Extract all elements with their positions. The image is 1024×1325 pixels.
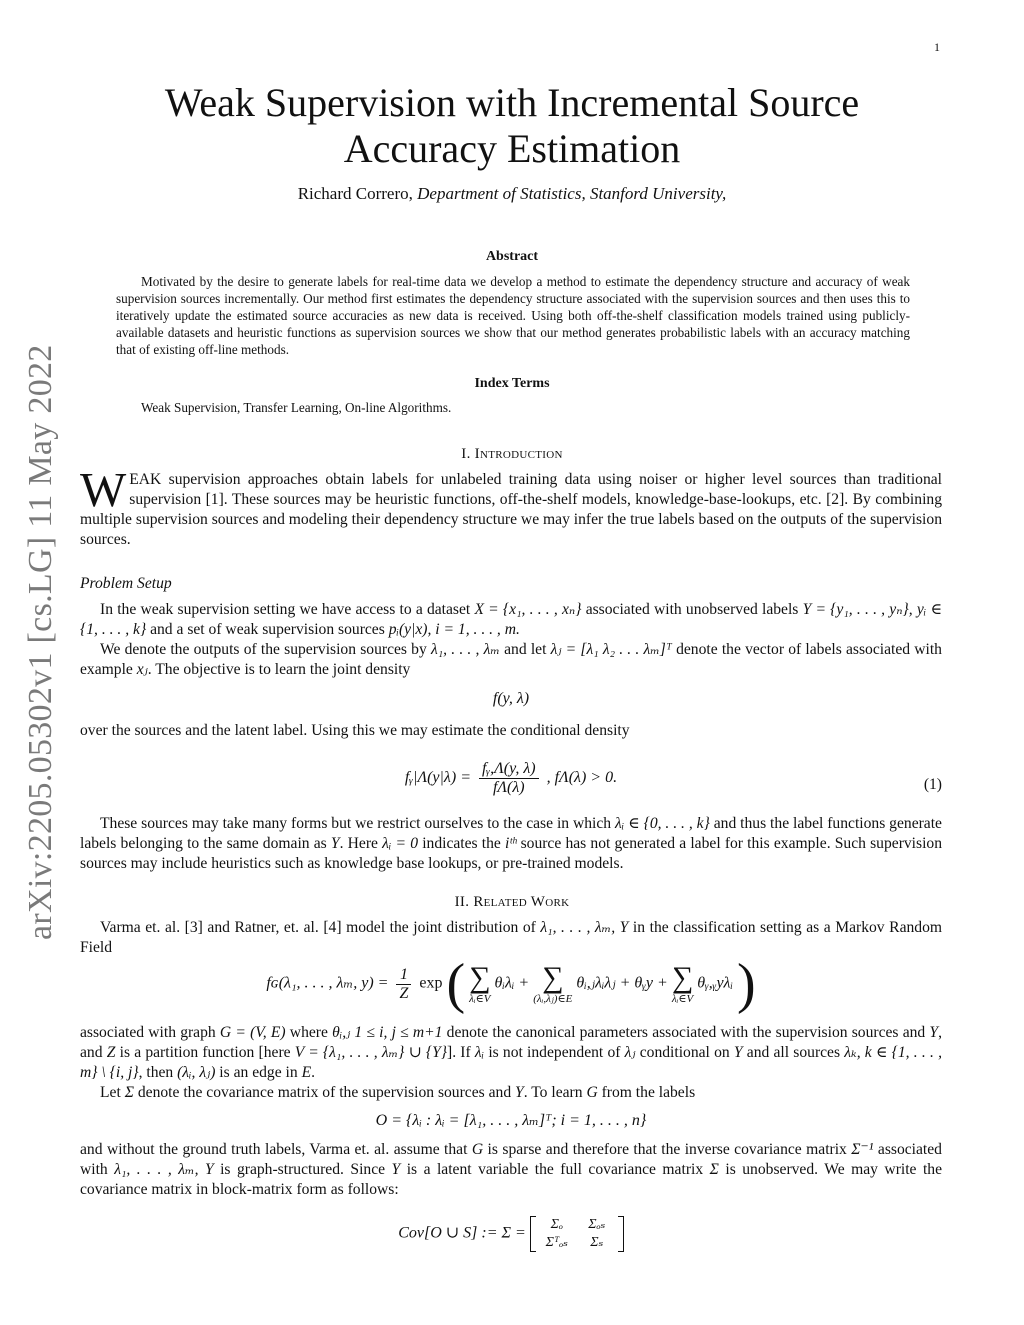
math-inline: Y <box>733 1044 743 1061</box>
matrix-cell: Σₛ <box>590 1235 604 1250</box>
mrf-term-3: θᵧ,ᵧyλᵢ <box>697 974 733 992</box>
math-inline: λₖ, k ∈ {1, . . . , m} \ {i, j} <box>80 1044 942 1081</box>
equation-covariance <box>80 1216 942 1252</box>
text-run: conditional on <box>635 1044 734 1061</box>
matrix-cell: Σₒₛ <box>588 1217 606 1232</box>
text-run: and without the ground truth labels, Varma et. al. assume that <box>80 1141 472 1158</box>
index-terms-text: Weak Supervision, Transfer Learning, On-line Algorithms. <box>141 400 452 415</box>
setup-paragraph-2 <box>80 640 942 680</box>
equation-1 <box>80 760 942 797</box>
mrf-fraction <box>396 966 411 1003</box>
math-inline: λᵢ = 0 <box>382 835 419 852</box>
covariance-matrix <box>530 1216 624 1252</box>
text-run: associated with unobserved labels <box>581 601 803 618</box>
sum-2 <box>533 960 573 1005</box>
arxiv-stamp: arXiv:2205.05302v1 [cs.LG] 11 May 2022 <box>22 344 59 940</box>
mrf-exp: exp <box>419 974 443 992</box>
text-run: . The objective is to learn the joint density <box>147 661 411 678</box>
equation-observations: O = {λᵢ : λᵢ = [λ₁, . . . , λₘ]ᵀ; i = 1, . . . , n} <box>375 1112 647 1129</box>
math-inline: Σ <box>124 1084 134 1101</box>
math-inline: θᵢ,ⱼ 1 ≤ i, j ≤ m+1 <box>332 1024 443 1041</box>
abstract-text: Motivated by the desire to generate labels for real-time data we develop a method to estimate the dependency structure and accuracy of weak supervision sources incrementally. Our method first estimates the dependency structure associated with the supervision sources and then uses this to iteratively update the estimated source accuracies as new data is received. Using both off-the-shelf classification models trained using publicly-available datasets and heuristic functions as supervision sources we show that our method generates probabilistic labels with an accuracy matching that of existing off-line methods. <box>116 274 910 357</box>
text-run: source has not generated a label for this example. Such supervision sources may include heuristics such as knowledge base lookups, or pre-trained models. <box>80 835 943 872</box>
text-run: denote the vector of labels associated with example <box>80 641 942 678</box>
setup-paragraph-3: over the sources and the latent label. Using this we may estimate the conditional density <box>80 722 630 739</box>
sigma-symbol: ∑ <box>671 960 694 994</box>
drop-cap: W <box>80 462 127 517</box>
math-inline: Y <box>391 1161 401 1178</box>
text-run: Let <box>100 1084 125 1101</box>
equation-joint-density: f(y, λ) <box>492 690 530 707</box>
text-run: and thus the label functions generate labels belonging to the same domain as <box>80 815 942 852</box>
eq1-lhs: fᵧ|Λ(y|λ) = <box>404 769 471 787</box>
mrf-lhs: fɢ(λ₁, . . . , λₘ, y) = <box>266 974 389 992</box>
text-run: is sparse and therefore that the inverse covariance matrix <box>483 1141 852 1158</box>
text-run: and let <box>499 641 551 658</box>
title-line-2: Accuracy Estimation <box>343 126 681 171</box>
text-run: , then <box>138 1064 178 1081</box>
math-inline: Y <box>515 1084 524 1101</box>
equation-mrf <box>80 952 942 1016</box>
math-inline: λ₁, . . . , λₘ, Y <box>114 1161 214 1178</box>
matrix-cell: Σᵀₒₛ <box>545 1235 569 1250</box>
math-inline: G <box>586 1084 598 1101</box>
math-inline: X = {x₁, . . . , xₙ} <box>474 601 582 618</box>
math-inline: Y = {y₁, . . . , yₙ}, yᵢ ∈ {1, . . . , k} <box>80 601 942 638</box>
math-inline: Z <box>106 1044 116 1061</box>
intro-text: EAK supervision approaches obtain labels for unlabeled training data using noiser or higher level sources than traditional supervision [1]. These sources may be heuristic functions, off-the-shelf models, knowledge-base-lookups, etc. [2]. By combining multiple supervision sources and modeling their dependency structure we may infer the true labels based on the outputs of the supervision sources. <box>80 471 942 548</box>
math-inline: λⱼ <box>624 1044 636 1061</box>
text-run: , and <box>80 1024 942 1061</box>
equation-number-1: (1) <box>923 776 942 793</box>
related-work-paragraph-2 <box>80 1023 942 1083</box>
sum-3-subscript: λᵢ∈V <box>671 992 694 1005</box>
text-run: We denote the outputs of the supervision sources by <box>100 641 431 658</box>
related-work-paragraph-4 <box>80 1140 942 1200</box>
intro-paragraph <box>80 462 942 550</box>
related-work-paragraph-3 <box>80 1083 942 1103</box>
sum-3 <box>671 960 694 1005</box>
setup-paragraph-4 <box>80 814 942 874</box>
math-inline: G <box>471 1141 484 1158</box>
math-inline: λ₁, . . . , λₘ, Y <box>540 919 629 936</box>
mrf-fraction-den: Z <box>399 984 409 1002</box>
text-run: ]. If <box>447 1044 475 1061</box>
matrix-cell: Σₒ <box>550 1217 563 1232</box>
sum-2-subscript: (λᵢ,λⱼ)∈E <box>533 992 573 1005</box>
matrix-row-1 <box>537 1216 617 1234</box>
subsection-heading-problem-setup: Problem Setup <box>80 575 172 592</box>
math-inline: λᵢ ∈ {0, . . . , k} <box>615 815 710 832</box>
text-run: associated with graph <box>80 1024 220 1041</box>
text-run: is a partition function [here <box>115 1044 295 1061</box>
math-inline: λⱼ = [λ₁ λ₂ . . . λₘ]ᵀ <box>550 641 672 658</box>
text-run: is a latent variable the full covariance matrix <box>400 1161 710 1178</box>
math-inline: V = {λ₁, . . . , λₘ} ∪ {Y} <box>294 1044 447 1061</box>
text-run: Varma et. al. [3] and Ratner, et. al. [4] model the joint distribution of <box>100 919 541 936</box>
right-paren: ) <box>737 953 756 1015</box>
eq1-rhs: , fΛ(λ) > 0. <box>546 769 618 787</box>
math-inline: Σ⁻¹ <box>851 1141 874 1158</box>
text-run: indicates the <box>418 835 506 852</box>
text-run: in the classification setting as a Markov Random Field <box>80 919 943 956</box>
text-run: denote the canonical parameters associated with the supervision sources and <box>442 1024 930 1041</box>
eq1-numerator: fᵧ,Λ(y, λ) <box>479 760 539 779</box>
mrf-fraction-num: 1 <box>396 966 411 985</box>
sum-1 <box>469 960 491 1005</box>
math-inline: λ₁, . . . , λₘ <box>430 641 500 658</box>
text-run: . To learn <box>523 1084 587 1101</box>
title-line-1: Weak Supervision with Incremental Source <box>164 80 860 125</box>
math-inline: pᵢ(y|x), i = 1, . . . , m. <box>388 621 520 638</box>
text-run: associated with <box>80 1141 942 1178</box>
text-run: These sources may take many forms but we restrict ourselves to the case in which <box>100 815 616 832</box>
text-run: . Here <box>339 835 383 852</box>
sigma-symbol: ∑ <box>542 960 564 994</box>
page-number: 1 <box>934 40 940 54</box>
math-inline: G = (V, E) <box>219 1024 286 1041</box>
text-run: where <box>285 1024 333 1041</box>
text-run: is an edge in <box>215 1064 302 1081</box>
math-inline: xⱼ <box>136 661 148 678</box>
math-inline: λᵢ <box>474 1044 485 1061</box>
eq1-denominator: fΛ(λ) <box>492 779 525 796</box>
author-name: Richard Correro, <box>297 184 413 203</box>
index-terms-heading: Index Terms <box>474 376 550 391</box>
author-affiliation: Department of Statistics, Stanford University, <box>417 184 727 203</box>
paper-title <box>80 80 944 172</box>
eq1-fraction <box>479 760 539 797</box>
math-inline: Y <box>330 835 340 852</box>
setup-paragraph-1 <box>80 600 942 640</box>
mrf-term-2: θᵢ,ⱼλᵢλⱼ + θᵧy + <box>576 974 668 992</box>
text-run: In the weak supervision setting we have access to a dataset <box>100 601 475 618</box>
text-run: from the labels <box>597 1084 696 1101</box>
sigma-symbol: ∑ <box>469 960 491 994</box>
abstract-heading: Abstract <box>485 249 539 264</box>
text-run: is unobserved. We may write the covariance matrix in block-matrix form as follows: <box>80 1161 942 1198</box>
math-inline: Σ <box>709 1161 719 1178</box>
text-run: is graph-structured. Since <box>213 1161 392 1178</box>
text-run: is not independent of <box>484 1044 625 1061</box>
text-run: . <box>311 1064 316 1081</box>
section-heading-related-work: II. Related Work <box>454 894 570 910</box>
math-inline: (λᵢ, λⱼ) <box>177 1064 216 1081</box>
matrix-row-2 <box>537 1234 617 1252</box>
text-run: denote the covariance matrix of the supervision sources and <box>133 1084 516 1101</box>
sum-1-subscript: λᵢ∈V <box>469 992 491 1005</box>
left-paren: ( <box>446 953 466 1015</box>
math-inline: Y <box>929 1024 939 1041</box>
section-heading-introduction: I. Introduction <box>461 446 563 462</box>
math-inline: iᵗʰ <box>505 835 517 852</box>
text-run: and a set of weak supervision sources <box>146 621 389 638</box>
text-run: and all sources <box>742 1044 845 1061</box>
author-line <box>80 184 944 204</box>
cov-lhs: Cov[O ∪ S] := Σ = <box>398 1224 526 1242</box>
mrf-term-1: θᵢλᵢ + <box>494 974 530 992</box>
math-inline: E <box>301 1064 312 1081</box>
